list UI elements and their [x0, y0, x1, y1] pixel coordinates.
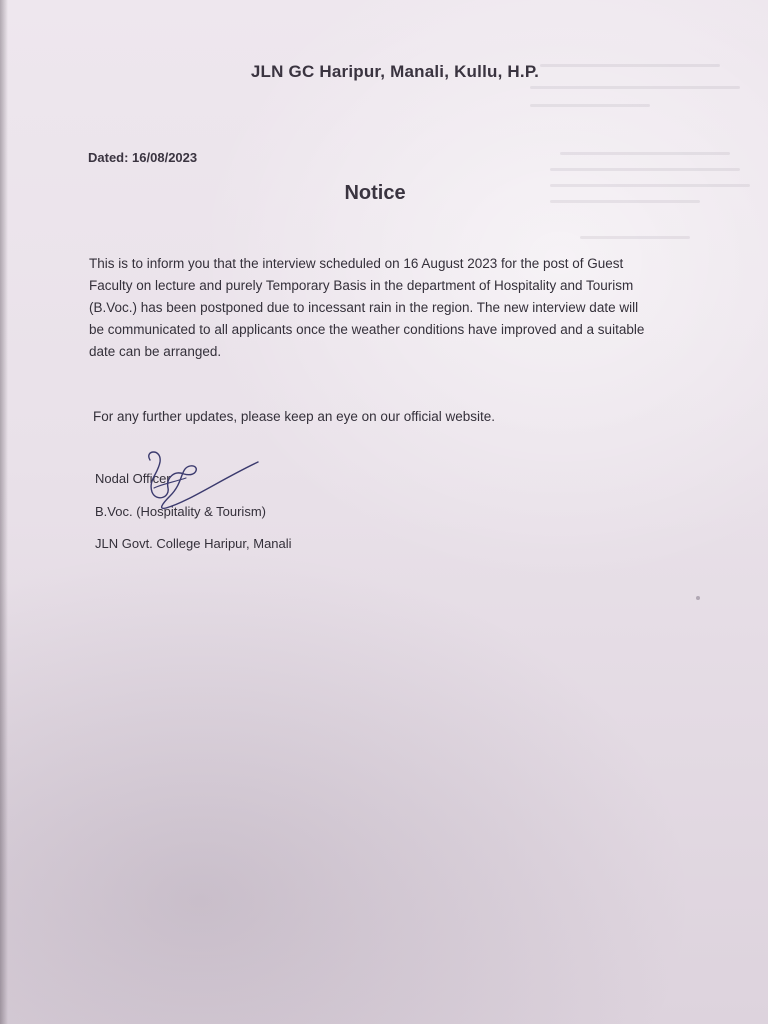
notice-body-line-5: date can be arranged.	[89, 344, 222, 359]
signatory-designation: Nodal Officer	[95, 471, 171, 486]
notice-footer-text: For any further updates, please keep an eye on our official website.	[93, 409, 495, 424]
notice-body-line-2: Faculty on lecture and purely Temporary Basis in the department of Hospitality and Tourism	[89, 278, 634, 293]
college-heading: JLN GC Haripur, Manali, Kullu, H.P.	[250, 62, 540, 81]
paper-edge-shadow	[0, 0, 8, 1024]
notice-date: Dated: 16/08/2023	[88, 150, 198, 165]
notice-title: Notice	[344, 182, 406, 204]
paper-speck	[696, 596, 700, 600]
notice-body-line-4: be communicated to all applicants once the weather conditions have improved and a suitable	[89, 322, 645, 337]
signatory-department: B.Voc. (Hospitality & Tourism)	[95, 504, 266, 519]
handwritten-signature	[140, 448, 280, 528]
notice-body-line-3: (B.Voc.) has been postponed due to incessant rain in the region. The new interview date will	[89, 300, 639, 315]
notice-body-line-1: This is to inform you that the interview scheduled on 16 August 2023 for the post of Guest	[89, 256, 624, 271]
signatory-institution: JLN Govt. College Haripur, Manali	[95, 536, 292, 551]
reverse-side-bleed-through	[520, 60, 760, 260]
